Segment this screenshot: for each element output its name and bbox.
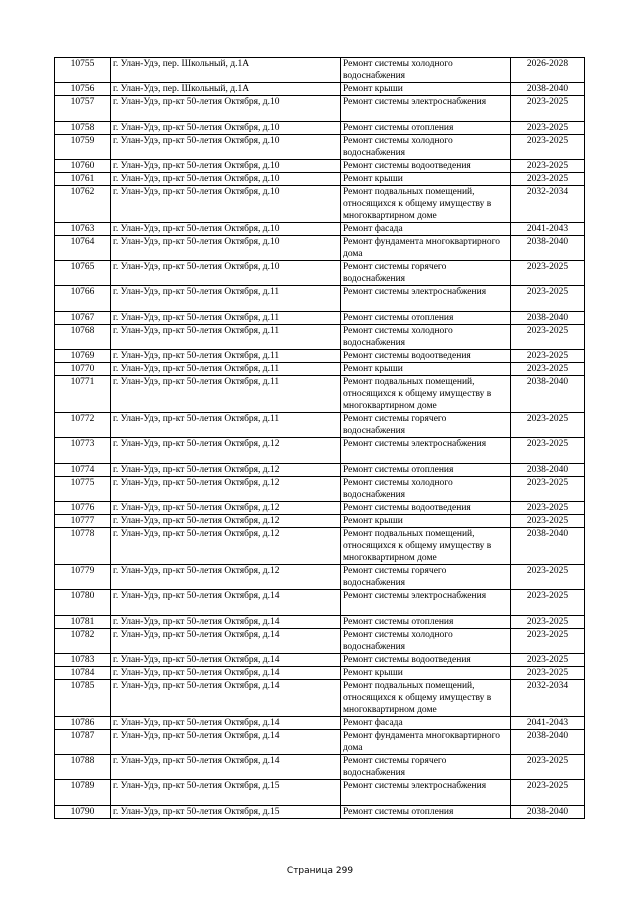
row-number: 10778 [55,528,111,565]
row-address: г. Улан-Удэ, пр-кт 50-летия Октября, д.10 [111,122,341,135]
row-work-type: Ремонт крыши [341,83,511,96]
table-row [55,96,585,122]
row-work-type: Ремонт подвальных помещений, относящихся к общему имуществу в многоквартирном доме [341,528,511,565]
row-address: г. Улан-Удэ, пр-кт 50-летия Октября, д.14 [111,590,341,616]
row-number: 10769 [55,350,111,363]
row-address: г. Улан-Удэ, пр-кт 50-летия Октября, д.10 [111,96,341,122]
row-number: 10789 [55,780,111,806]
row-work-type: Ремонт подвальных помещений, относящихся к общему имуществу в многоквартирном доме [341,376,511,413]
row-work-type: Ремонт системы холодного водоснабжения [341,325,511,350]
row-number: 10772 [55,413,111,438]
row-address: г. Улан-Удэ, пр-кт 50-летия Октября, д.10 [111,236,341,261]
table-row [55,629,585,654]
row-address: г. Улан-Удэ, пр-кт 50-летия Октября, д.12 [111,438,341,464]
table-row [55,477,585,502]
table-row [55,806,585,819]
row-number: 10765 [55,261,111,286]
row-address: г. Улан-Удэ, пр-кт 50-летия Октября, д.15 [111,780,341,806]
row-years: 2038-2040 [511,83,585,96]
row-years: 2023-2025 [511,590,585,616]
row-number: 10770 [55,363,111,376]
row-number: 10784 [55,667,111,680]
row-number: 10763 [55,223,111,236]
row-years: 2023-2025 [511,477,585,502]
table-row [55,376,585,413]
row-address: г. Улан-Удэ, пр-кт 50-летия Октября, д.10 [111,223,341,236]
row-years: 2023-2025 [511,261,585,286]
row-years: 2023-2025 [511,413,585,438]
table-row [55,717,585,730]
row-address: г. Улан-Удэ, пр-кт 50-летия Октября, д.14 [111,616,341,629]
row-years: 2023-2025 [511,629,585,654]
row-work-type: Ремонт системы отопления [341,464,511,477]
row-work-type: Ремонт крыши [341,363,511,376]
row-work-type: Ремонт системы электроснабжения [341,780,511,806]
row-years: 2032-2034 [511,680,585,717]
row-number: 10773 [55,438,111,464]
row-work-type: Ремонт системы холодного водоснабжения [341,58,511,83]
table-row [55,515,585,528]
row-address: г. Улан-Удэ, пр-кт 50-летия Октября, д.10 [111,186,341,223]
row-work-type: Ремонт системы электроснабжения [341,96,511,122]
table-row [55,502,585,515]
table-row [55,565,585,590]
row-number: 10777 [55,515,111,528]
row-number: 10788 [55,755,111,780]
row-work-type: Ремонт системы горячего водоснабжения [341,413,511,438]
row-years: 2023-2025 [511,286,585,312]
table-row [55,654,585,667]
table-row [55,312,585,325]
row-address: г. Улан-Удэ, пр-кт 50-летия Октября, д.12 [111,477,341,502]
row-work-type: Ремонт системы водоотведения [341,654,511,667]
row-work-type: Ремонт системы отопления [341,806,511,819]
row-number: 10781 [55,616,111,629]
table-row [55,160,585,173]
row-address: г. Улан-Удэ, пр-кт 50-летия Октября, д.15 [111,806,341,819]
row-work-type: Ремонт системы водоотведения [341,502,511,515]
table-row [55,286,585,312]
row-years: 2023-2025 [511,565,585,590]
row-years: 2038-2040 [511,528,585,565]
table-row [55,58,585,83]
row-work-type: Ремонт системы холодного водоснабжения [341,477,511,502]
table-row [55,528,585,565]
table-row [55,413,585,438]
row-years: 2023-2025 [511,350,585,363]
row-work-type: Ремонт фасада [341,223,511,236]
row-number: 10762 [55,186,111,223]
row-address: г. Улан-Удэ, пр-кт 50-летия Октября, д.14 [111,667,341,680]
row-address: г. Улан-Удэ, пр-кт 50-летия Октября, д.14 [111,654,341,667]
table-row [55,122,585,135]
row-number: 10771 [55,376,111,413]
row-work-type: Ремонт крыши [341,173,511,186]
row-number: 10790 [55,806,111,819]
row-number: 10755 [55,58,111,83]
row-years: 2023-2025 [511,173,585,186]
row-address: г. Улан-Удэ, пер. Школьный, д.1А [111,83,341,96]
table-row [55,261,585,286]
row-address: г. Улан-Удэ, пр-кт 50-летия Октября, д.10 [111,173,341,186]
row-years: 2023-2025 [511,755,585,780]
row-years: 2023-2025 [511,667,585,680]
row-work-type: Ремонт системы электроснабжения [341,438,511,464]
row-number: 10786 [55,717,111,730]
row-years: 2023-2025 [511,616,585,629]
table-row [55,616,585,629]
row-number: 10759 [55,135,111,160]
row-work-type: Ремонт системы отопления [341,312,511,325]
row-number: 10768 [55,325,111,350]
row-address: г. Улан-Удэ, пр-кт 50-летия Октября, д.10 [111,135,341,160]
row-number: 10758 [55,122,111,135]
row-work-type: Ремонт системы электроснабжения [341,286,511,312]
row-years: 2038-2040 [511,312,585,325]
table-row [55,135,585,160]
row-number: 10774 [55,464,111,477]
row-work-type: Ремонт крыши [341,515,511,528]
row-address: г. Улан-Удэ, пр-кт 50-летия Октября, д.14 [111,629,341,654]
row-years: 2041-2043 [511,223,585,236]
row-number: 10760 [55,160,111,173]
row-number: 10776 [55,502,111,515]
table-row [55,438,585,464]
row-years: 2038-2040 [511,236,585,261]
table-row [55,186,585,223]
row-years: 2023-2025 [511,363,585,376]
row-address: г. Улан-Удэ, пр-кт 50-летия Октября, д.11 [111,376,341,413]
row-address: г. Улан-Удэ, пр-кт 50-летия Октября, д.14 [111,680,341,717]
row-work-type: Ремонт системы водоотведения [341,350,511,363]
row-work-type: Ремонт системы водоотведения [341,160,511,173]
table-row [55,680,585,717]
table-row [55,223,585,236]
row-years: 2023-2025 [511,780,585,806]
table-row [55,350,585,363]
row-work-type: Ремонт системы холодного водоснабжения [341,135,511,160]
row-years: 2038-2040 [511,464,585,477]
row-number: 10779 [55,565,111,590]
row-years: 2023-2025 [511,515,585,528]
row-number: 10756 [55,83,111,96]
row-address: г. Улан-Удэ, пр-кт 50-летия Октября, д.10 [111,160,341,173]
table-row [55,667,585,680]
row-years: 2023-2025 [511,502,585,515]
table-row [55,730,585,755]
row-number: 10782 [55,629,111,654]
row-address: г. Улан-Удэ, пр-кт 50-летия Октября, д.12 [111,502,341,515]
row-years: 2023-2025 [511,122,585,135]
row-work-type: Ремонт подвальных помещений, относящихся к общему имуществу в многоквартирном доме [341,186,511,223]
page-number: Страница 299 [286,866,354,876]
row-number: 10764 [55,236,111,261]
row-work-type: Ремонт фасада [341,717,511,730]
row-work-type: Ремонт системы горячего водоснабжения [341,565,511,590]
row-address: г. Улан-Удэ, пр-кт 50-летия Октября, д.11 [111,363,341,376]
row-number: 10785 [55,680,111,717]
row-address: г. Улан-Удэ, пр-кт 50-летия Октября, д.10 [111,261,341,286]
table-row [55,173,585,186]
row-address: г. Улан-Удэ, пр-кт 50-летия Октября, д.14 [111,730,341,755]
row-address: г. Улан-Удэ, пр-кт 50-летия Октября, д.12 [111,515,341,528]
row-years: 2038-2040 [511,806,585,819]
row-address: г. Улан-Удэ, пр-кт 50-летия Октября, д.11 [111,325,341,350]
row-number: 10767 [55,312,111,325]
row-address: г. Улан-Удэ, пр-кт 50-летия Октября, д.11 [111,350,341,363]
row-number: 10775 [55,477,111,502]
row-address: г. Улан-Удэ, пер. Школьный, д.1А [111,58,341,83]
row-address: г. Улан-Удэ, пр-кт 50-летия Октября, д.11 [111,413,341,438]
table-row [55,590,585,616]
table-row [55,236,585,261]
row-years: 2023-2025 [511,325,585,350]
row-address: г. Улан-Удэ, пр-кт 50-летия Октября, д.14 [111,755,341,780]
row-work-type: Ремонт фундамента многоквартирного дома [341,236,511,261]
row-work-type: Ремонт фундамента многоквартирного дома [341,730,511,755]
row-years: 2023-2025 [511,160,585,173]
row-work-type: Ремонт крыши [341,667,511,680]
repair-schedule-table [54,57,585,819]
row-address: г. Улан-Удэ, пр-кт 50-летия Октября, д.12 [111,528,341,565]
row-years: 2023-2025 [511,438,585,464]
row-number: 10783 [55,654,111,667]
row-number: 10761 [55,173,111,186]
table-row [55,780,585,806]
row-address: г. Улан-Удэ, пр-кт 50-летия Октября, д.12 [111,464,341,477]
table-body [55,58,585,819]
row-work-type: Ремонт системы холодного водоснабжения [341,629,511,654]
row-years: 2038-2040 [511,730,585,755]
row-work-type: Ремонт системы отопления [341,122,511,135]
row-address: г. Улан-Удэ, пр-кт 50-летия Октября, д.11 [111,312,341,325]
row-number: 10757 [55,96,111,122]
row-years: 2041-2043 [511,717,585,730]
row-years: 2032-2034 [511,186,585,223]
row-address: г. Улан-Удэ, пр-кт 50-летия Октября, д.12 [111,565,341,590]
row-years: 2023-2025 [511,654,585,667]
row-work-type: Ремонт системы отопления [341,616,511,629]
row-years: 2026-2028 [511,58,585,83]
table-row [55,83,585,96]
row-number: 10787 [55,730,111,755]
row-work-type: Ремонт системы горячего водоснабжения [341,755,511,780]
table-row [55,363,585,376]
table-row [55,755,585,780]
row-address: г. Улан-Удэ, пр-кт 50-летия Октября, д.14 [111,717,341,730]
table-row [55,464,585,477]
row-work-type: Ремонт системы горячего водоснабжения [341,261,511,286]
row-number: 10780 [55,590,111,616]
table-row [55,325,585,350]
row-years: 2038-2040 [511,376,585,413]
row-years: 2023-2025 [511,96,585,122]
row-work-type: Ремонт системы электроснабжения [341,590,511,616]
row-work-type: Ремонт подвальных помещений, относящихся к общему имуществу в многоквартирном доме [341,680,511,717]
row-address: г. Улан-Удэ, пр-кт 50-летия Октября, д.11 [111,286,341,312]
row-years: 2023-2025 [511,135,585,160]
row-number: 10766 [55,286,111,312]
